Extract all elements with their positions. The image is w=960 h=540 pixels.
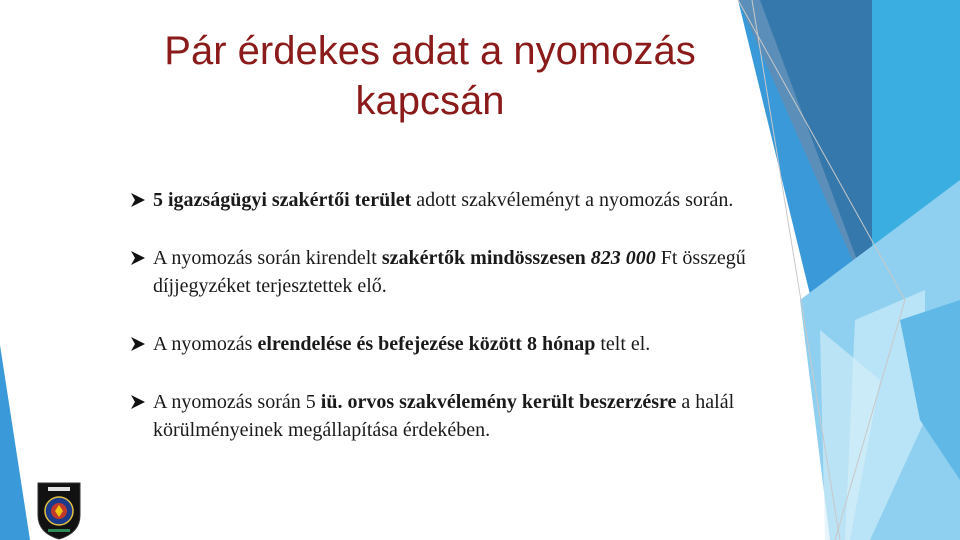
bullet-amount: 823 000: [590, 247, 656, 269]
slide-title-line1: Pár érdekes adat a nyomozás: [164, 29, 696, 73]
arrow-bullet-icon: [130, 388, 148, 416]
arrow-bullet-icon: [130, 186, 148, 214]
bullet-text: A nyomozás: [153, 333, 258, 355]
bullet-text-bold: 5 igazságügyi szakértői terület: [153, 189, 412, 211]
bullet-list: [130, 186, 800, 444]
bullet-text: A nyomozás során kirendelt: [153, 247, 382, 269]
bullet-text-bold: szakértők mindösszesen: [381, 247, 591, 269]
arrow-bullet-icon: [130, 330, 148, 358]
bullet-item: [130, 244, 800, 300]
bullet-text: adott szakvéleményt a nyomozás során.: [411, 189, 734, 211]
bullet-text-bold: iü. orvos szakvélemény került beszerzésre: [320, 391, 677, 413]
deco-left-shape: [0, 345, 30, 540]
arrow-bullet-icon: [130, 244, 148, 272]
bullet-text-bold: elrendelése és befejezése között 8 hónap: [257, 333, 596, 355]
bullet-item: [130, 330, 800, 358]
bullet-item: [130, 186, 800, 214]
bullet-text: A nyomozás során 5: [153, 391, 321, 413]
bullet-text: Ft összegű díjjegyzéket terjesztettek elő.: [153, 247, 746, 297]
bullet-text: telt el.: [595, 333, 651, 355]
police-emblem-icon: [34, 481, 84, 540]
slide-title-line2: kapcsán: [355, 79, 505, 123]
bullet-text: a halál körülményeinek megállapítása érdekében.: [153, 391, 735, 441]
slide-title: [80, 26, 780, 126]
bullet-item: [130, 388, 800, 444]
